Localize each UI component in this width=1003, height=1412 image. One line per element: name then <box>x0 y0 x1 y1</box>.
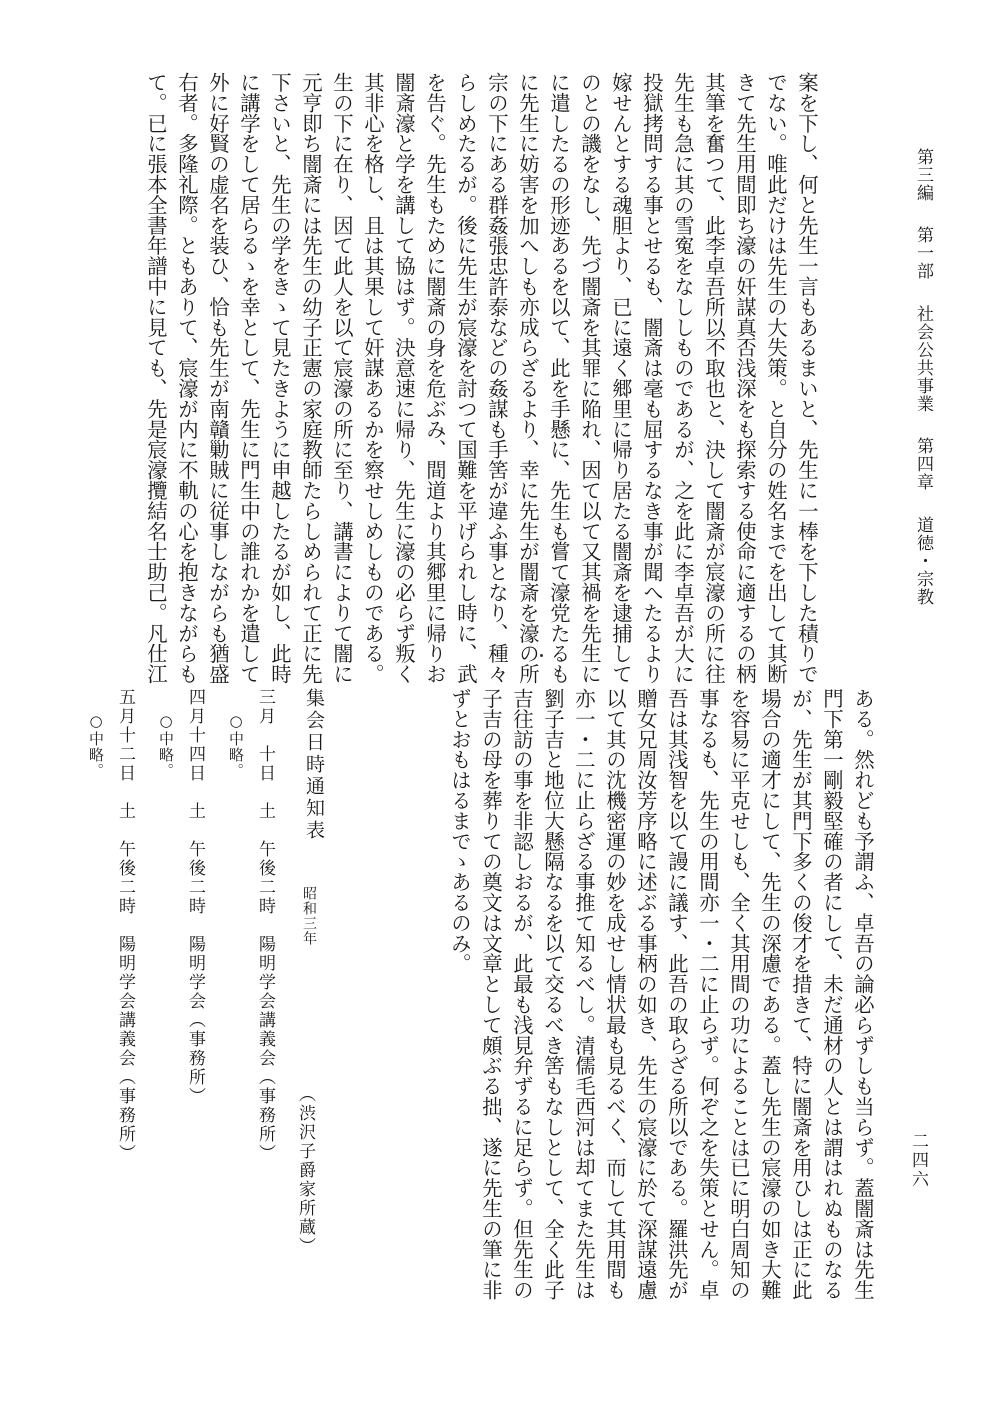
text-column: に講学をして居らるゝを幸として、先生に門生中の誰れかを遣して <box>237 72 261 684</box>
schedule-row: 四月十四日 土 午後二時 陽明学会（事務所） <box>185 688 205 1106</box>
text-column: 先生も急に其の雪寃をなししものであるが、之を此に李卓吾が大に <box>671 72 695 684</box>
text-column: 外に好賢の虚名を装ひ、恰も先生が南贛勦賊に従事しながらも猶盛 <box>206 72 230 684</box>
schedule-owner: （渋沢子爵家所蔵） <box>295 1085 315 1256</box>
text-column: 案を下し、何と先生一言もあるまいと、先生に一棒を下した積りで <box>795 72 819 684</box>
text-column: 右者。多隆礼際。ともありて、宸濠が内に不軌の心を抱きながらも <box>175 72 199 684</box>
text-column: 投獄拷問する事とせるも、闇斎は毫も屈するなき事が聞へたるより <box>640 72 664 684</box>
text-column: 吉往訪の事を非認しおるが、此最も浅見弁ずるに足らず。但先生の <box>510 688 534 1300</box>
text-column: に遣したるの形迹あるを以て、此を手懸に、先生も嘗て濠党たるも <box>547 72 571 684</box>
text-column: 子吉の母を葬りての奠文は文章として頗ぶる拙、遂に先生の筆に非 <box>479 688 503 1300</box>
text-column: 以て其の沈機密運の妙を成せし情状最も見るべく、而して其用間も <box>603 688 627 1300</box>
text-column: ある。然れども予謂ふ、卓吾の論必らずしも当らず。蓋闇斎は先生 <box>851 688 875 1300</box>
text-column: に先生に妨害を加へしも亦成らざるより、幸に先生が闇斎を濠の所 <box>516 72 540 684</box>
text-column: 其非心を格し、且は其果して奸謀あるかを察せしめしものである。 <box>361 72 385 684</box>
text-column: を告ぐ。先生もために闇斎の身を危ぶみ、間道より其郷里に帰りお <box>423 72 447 684</box>
schedule-note: ○中略。 <box>87 712 105 779</box>
text-column: のとの譏をなし、先づ闇斎を其罪に陥れ、因て以て又其禍を先生に <box>578 72 602 684</box>
schedule-note: ○中略。 <box>227 712 245 779</box>
text-column: 其筆を奮つて、此李卓吾所以不取也と、決して闇斎が宸濠の所に往 <box>702 72 726 684</box>
schedule-note: ○中略。 <box>157 712 175 779</box>
text-column: 門下第一剛毅堅確の者にして、未だ通材の人とは謂はれぬものなる <box>820 688 844 1300</box>
text-column: 生の下に在り、因て此人を以て宸濠の所に至り、講書によりて闇に <box>330 72 354 684</box>
text-column: 下さいと、先生の学をきゝて見たきように申越したるが如し、此時 <box>268 72 292 684</box>
text-column: 元亨即ち闇斎には先生の幼子正憲の家庭教師たらしめられて正に先 <box>299 72 323 684</box>
text-column: ずとおもはるまでゝあるのみ。 <box>448 688 472 974</box>
text-column: 贈女兄周汝芳序略に述ぶる事柄の如き、先生の宸濠に於て深謀遠慮 <box>634 688 658 1300</box>
text-column: 亦一・二に止らざる事推て知るべし。清儒毛西河は却てまた先生は <box>572 688 596 1300</box>
text-column: 宗の下にある群姦張忠許泰などの姦謀も手筈が違ふ事となり、種々 <box>485 72 509 684</box>
text-column: でない。唯此だけは先生の大失策。と自分の姓名までを出して其断 <box>764 72 788 684</box>
header-section: 社会公共事業 <box>913 304 933 413</box>
text-column: て。已に張本全書年譜中に見ても、先是宸濠攬結名士助己。凡仕江 <box>144 72 168 684</box>
text-column: が、先生が其門下多くの俊才を措きて、特に闇斎を用ひしは正に此 <box>789 688 813 1300</box>
schedule-row: 五月十二日 土 午後二時 陽明学会講義会（事務所） <box>115 688 135 1163</box>
text-column: 闇斎濠と学を講して協はず。決意速に帰り、先生に濠の必らず叛く <box>392 72 416 684</box>
text-column: を容易に平克せしも、全く其用間の功によることは已に明白周知の <box>727 688 751 1300</box>
text-column: 嫁せんとする魂胆より、已に遠く郷里に帰り居たる闇斎を逮捕して <box>609 72 633 684</box>
text-column: らしめたるが。後に先生が宸濠を討つて国難を平げられし時に、武 <box>454 72 478 684</box>
schedule-year: 昭和三年 <box>301 886 317 946</box>
ink-speck <box>540 654 543 657</box>
running-header <box>897 148 931 648</box>
header-part: 第一部 <box>913 226 933 281</box>
text-column: 場合の適才にして、先生の深慮である。蓋し先生の宸濠の如き大難 <box>758 688 782 1300</box>
text-column: 事なるも、先生の用間亦一・二に止らず。何ぞ之を失策とせん。卓 <box>696 688 720 1300</box>
schedule-title: 集会日時通知表 <box>303 688 325 842</box>
text-column: きて先生用間即ち濠の奸謀真否浅深をも探索する使命に適するの柄 <box>733 72 757 684</box>
text-column: 吾は其浅智を以て謾に議す、此吾の取らざる所以である。羅洪先が <box>665 688 689 1300</box>
text-column: 劉子吉と地位大懸隔なるを以て交るべき筈もなしとして、全く此子 <box>541 688 565 1300</box>
header-volume: 第三編 <box>913 148 933 202</box>
header-chapter: 第四章 <box>913 437 933 492</box>
page-number: 二四六 <box>908 1132 928 1189</box>
schedule-row: 三月 十日 土 午後二時 陽明学会講義会（事務所） <box>255 688 275 1163</box>
header-topic: 道徳・宗教 <box>913 515 933 606</box>
